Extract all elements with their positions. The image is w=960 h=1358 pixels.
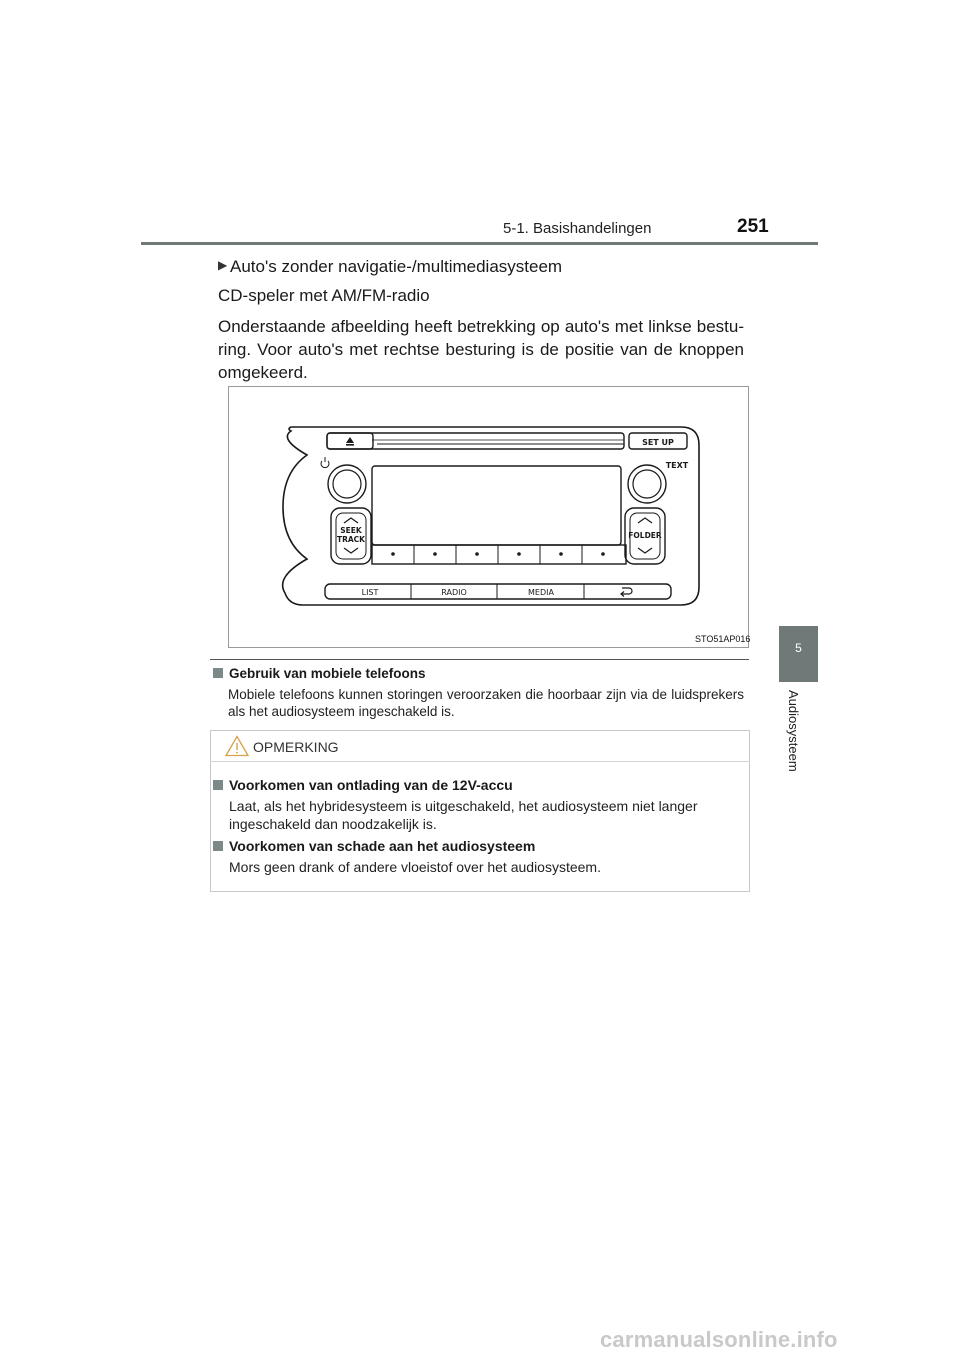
note-heading [213,666,426,681]
chapter-label: Audiosysteem [786,690,801,772]
chevron-down-icon [344,548,358,553]
notice-item-body: Laat, als het hybridesysteem is uitgeschakeld, het audiosysteem niet langer ingeschakeld dan noodzakelijk is. [229,798,698,832]
square-bullet-icon [213,668,223,678]
eject-icon [346,437,354,446]
preset-button-row [372,545,626,564]
figure-divider [210,659,749,660]
notice-item-body: Mors geen drank of andere vloeistof over het audiosysteem. [229,859,601,875]
notice-label: OPMERKING [253,739,339,755]
track-label: TRACK [336,535,366,544]
watermark: carmanualsonline.info [600,1327,838,1352]
setup-label: SET UP [642,438,674,447]
chevron-up-icon [638,518,652,523]
figure-code: STO51AP016 [695,634,751,644]
square-bullet-icon [213,780,223,790]
note-body: Mobiele telefoons kunnen storingen veroorzaken die hoorbaar zijn via de luidsprekers als het audiosysteem ingeschakeld is. [228,687,744,719]
back-arrow-icon [621,588,632,597]
intro-paragraph: Onderstaande afbeelding heeft betrekking op auto's met linkse bestu-ring. Voor auto's met rechtse besturing is de positie van de knoppen omgekeerd. [218,317,744,382]
audio-unit-illustration [229,387,751,647]
chapter-number: 5 [795,641,802,655]
notice-header-divider [210,761,750,762]
audio-unit-figure [228,386,749,648]
text-label: TEXT [665,461,689,470]
tune-knob [628,465,666,503]
seek-label: SEEK [340,526,362,535]
section-title: 5-1. Basishandelingen [503,220,652,237]
page-number: 251 [737,216,769,237]
folder-label: FOLDER [628,531,662,540]
media-label: MEDIA [528,588,554,597]
cd-slot-frame [327,433,624,449]
notice-item-title: Voorkomen van schade aan het audiosysteem [213,838,535,854]
section-heading: Auto's zonder navigatie-/multimediasysteem [230,257,563,276]
chevron-up-icon [344,518,358,523]
warning-triangle-icon [225,735,249,762]
triangle-bullet-icon: ▶ [218,258,228,272]
chevron-down-icon [638,548,652,553]
notice-item-title: Voorkomen van ontlading van de 12V-accu [213,777,513,793]
square-bullet-icon [213,841,223,851]
radio-label: RADIO [441,588,467,597]
subheading: CD-speler met AM/FM-radio [218,286,430,305]
header-divider [141,242,818,245]
display-screen [372,466,621,545]
power-volume-knob [328,465,366,503]
faceplate-outline [283,427,699,605]
power-icon [321,457,329,468]
note-title: Gebruik van mobiele telefoons [229,666,426,681]
list-label: LIST [361,588,379,597]
